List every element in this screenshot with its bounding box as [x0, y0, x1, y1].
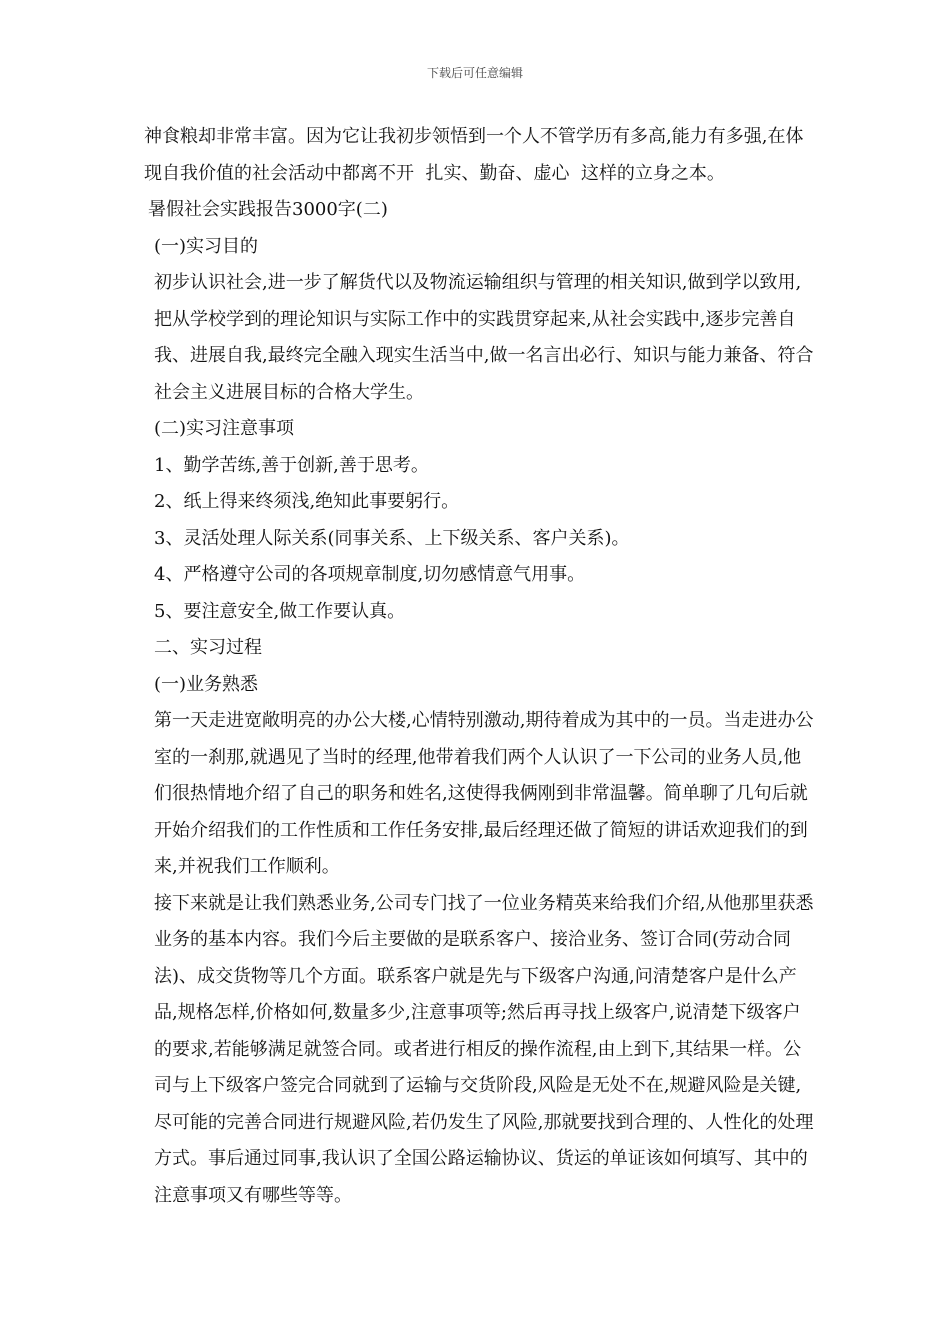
paragraph-first-day: 第一天走进宽敞明亮的办公大楼,心情特别激动,期待着成为其中的一员。当走进办公室的一刹那,就遇见了当时的经理,他带着我们两个人认识了一下公司的业务人员,他们很热情地介绍了自己的职务和姓名,这使得我俩刚到非常温馨。简单聊了几句后就开始介绍我们的工作性质和工作任务安排,最后经理还做了简短的讲话欢迎我们的到来,并祝我们工作顺利。: [154, 710, 814, 877]
section-heading-purpose: (一)实习目的: [154, 235, 259, 257]
page-header-note: 下载后可任意编辑: [426, 66, 523, 80]
paragraph-intro: 神食粮却非常丰富。因为它让我初步领悟到一个人不管学历有多高,能力有多强,在体现自我价值的社会活动中都离不开 扎实、勤奋、虚心 这样的立身之本。: [144, 126, 804, 184]
list-item: 2、纸上得来终须浅,绝知此事要躬行。: [154, 491, 460, 512]
paragraph-purpose: 初步认识社会,进一步了解货代以及物流运输组织与管理的相关知识,做到学以致用,把从学校学到的理论知识与实际工作中的实践贯穿起来,从社会实践中,逐步完善自我、进展自我,最终完全融入现实生活当中,做一名言出必行、知识与能力兼备、符合社会主义进展目标的合格大学生。: [154, 272, 814, 403]
list-item: 4、严格遵守公司的各项规章制度,切勿感情意气用事。: [154, 564, 586, 585]
paragraph-business-familiarization: 接下来就是让我们熟悉业务,公司专门找了一位业务精英来给我们介绍,从他那里获悉业务的基本内容。我们今后主要做的是联系客户、接洽业务、签订合同(劳动合同法)、成交货物等几个方面。联系客户就是先与下级客户沟通,问清楚客户是什么产品,规格怎样,价格如何,数量多少,注意事项等;然后再寻找上级客户,说清楚下级客户的要求,若能够满足就签合同。或者进行相反的操作流程,由上到下,其结果一样。公司与上下级客户签完合同就到了运输与交货阶段,风险是无处不在,规避风险是关键,尽可能的完善合同进行规避风险,若仍发生了风险,那就要找到合理的、人性化的处理方式。事后通过同事,我认识了全国公路运输协议、货运的单证该如何填写、其中的注意事项又有哪些等等。: [154, 892, 814, 1206]
list-item: 5、要注意安全,做工作要认真。: [154, 600, 406, 622]
list-item: 1、勤学苦练,善于创新,善于思考。: [154, 454, 429, 476]
section-heading-business: (一)业务熟悉: [154, 673, 259, 695]
document-body: [144, 119, 814, 1214]
section-heading-notes: (二)实习注意事项: [154, 418, 295, 439]
part-heading-process: 二、实习过程: [154, 637, 262, 658]
document-title: 暑假社会实践报告3000字(二): [148, 199, 388, 220]
list-item: 3、灵活处理人际关系(同事关系、上下级关系、客户关系)。: [154, 527, 630, 549]
